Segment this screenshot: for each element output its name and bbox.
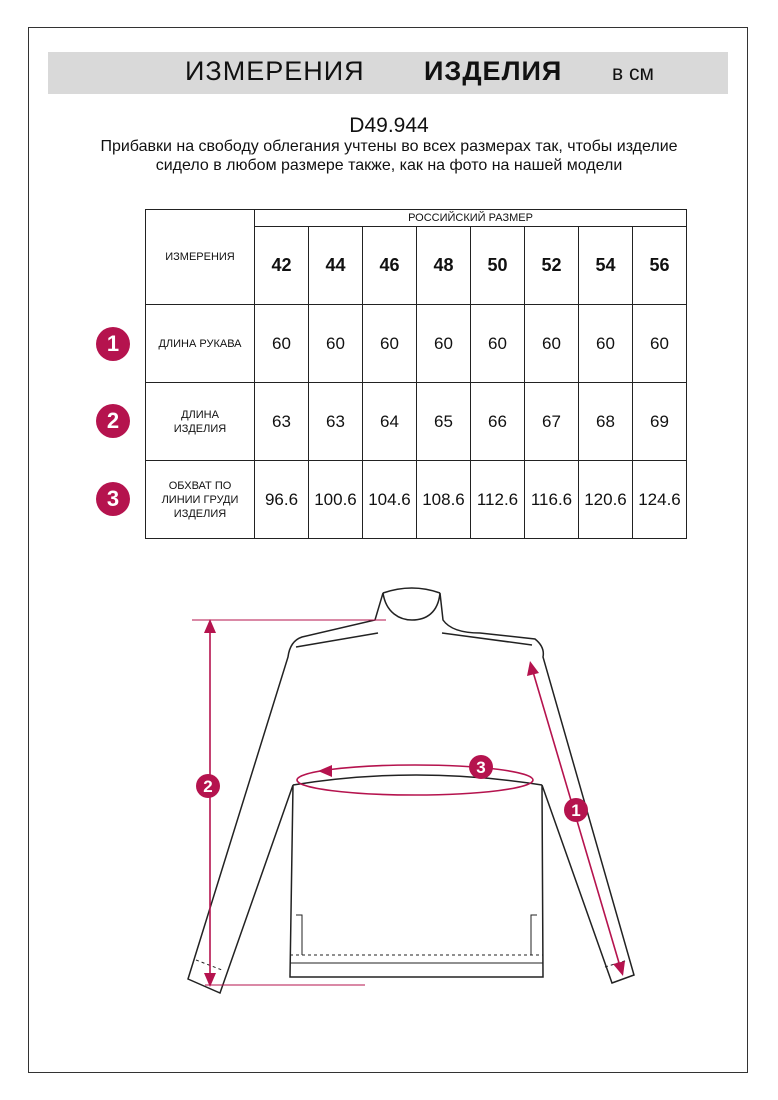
row-label-line: ЛИНИИ ГРУДИ xyxy=(161,493,239,506)
row-label-line: ОБХВАТ ПО xyxy=(168,479,232,492)
table-cell: 69 xyxy=(633,383,687,461)
arrow-sleeve-bottom xyxy=(613,961,625,976)
row-label-line: ИЗДЕЛИЯ xyxy=(173,422,227,435)
garment-sketch xyxy=(150,575,670,1015)
diagram-badge-3-label: 3 xyxy=(476,758,486,777)
size-header: 50 xyxy=(471,227,525,305)
diagram-badge-2 xyxy=(196,774,220,798)
diagram-badge-1 xyxy=(564,798,588,822)
table-cell: 63 xyxy=(255,383,309,461)
row-badge-2: 2 xyxy=(96,404,130,438)
diagram-badge-1-label: 1 xyxy=(571,801,581,820)
size-header: 42 xyxy=(255,227,309,305)
row-label-chest-girth xyxy=(146,461,255,539)
size-header: 54 xyxy=(579,227,633,305)
table-row xyxy=(146,461,687,539)
table-cell: 64 xyxy=(363,383,417,461)
size-system-header: РОССИЙСКИЙ РАЗМЕР xyxy=(255,210,687,227)
size-header: 48 xyxy=(417,227,471,305)
arrow-sleeve-top xyxy=(527,661,539,676)
guide-arrowheads xyxy=(204,619,625,987)
sweater-outline xyxy=(188,588,634,993)
table-cell: 124.6 xyxy=(633,461,687,539)
row-label-line: ДЛИНА РУКАВА xyxy=(158,337,242,350)
fit-note: Прибавки на свободу облегания учтены во всех размерах так, чтобы изделие сидело в любом размере также, как на фото на нашей модели xyxy=(100,138,678,174)
table-cell: 96.6 xyxy=(255,461,309,539)
table-cell: 60 xyxy=(417,305,471,383)
size-header: 56 xyxy=(633,227,687,305)
table-cell: 60 xyxy=(309,305,363,383)
size-header: 52 xyxy=(525,227,579,305)
row-label-line: ДЛИНА xyxy=(181,408,219,421)
table-cell: 60 xyxy=(363,305,417,383)
table-cell: 60 xyxy=(579,305,633,383)
table-row xyxy=(146,305,687,383)
table-cell: 60 xyxy=(255,305,309,383)
row-label-garment-length xyxy=(146,383,255,461)
table-cell: 67 xyxy=(525,383,579,461)
table-cell: 63 xyxy=(309,383,363,461)
article-code: D49.944 xyxy=(349,114,429,137)
title-measurements: ИЗМЕРЕНИЯ xyxy=(185,56,365,86)
table-cell: 66 xyxy=(471,383,525,461)
row-label-sleeve-length xyxy=(146,305,255,383)
table-cell: 60 xyxy=(471,305,525,383)
row-badge-3: 3 xyxy=(96,482,130,516)
table-cell: 100.6 xyxy=(309,461,363,539)
title-garment: ИЗДЕЛИЯ xyxy=(424,56,563,86)
table-row xyxy=(146,383,687,461)
table-cell: 60 xyxy=(525,305,579,383)
table-cell: 104.6 xyxy=(363,461,417,539)
diagram-badge-2-label: 2 xyxy=(203,777,213,796)
diagram-badge-3 xyxy=(469,755,493,779)
row-badge-1: 1 xyxy=(96,327,130,361)
size-header: 44 xyxy=(309,227,363,305)
title-unit: в см xyxy=(612,62,654,85)
table-cell: 108.6 xyxy=(417,461,471,539)
table-cell: 112.6 xyxy=(471,461,525,539)
table-cell: 65 xyxy=(417,383,471,461)
size-table xyxy=(145,209,687,539)
size-header: 46 xyxy=(363,227,417,305)
table-cell: 68 xyxy=(579,383,633,461)
table-cell: 60 xyxy=(633,305,687,383)
row-label-line: ИЗДЕЛИЯ xyxy=(173,507,227,520)
table-cell: 120.6 xyxy=(579,461,633,539)
arrow-left xyxy=(318,765,332,777)
measurements-header: ИЗМЕРЕНИЯ xyxy=(146,210,255,305)
arrow-up xyxy=(204,619,216,633)
measurement-guides xyxy=(192,620,622,985)
table-cell: 116.6 xyxy=(525,461,579,539)
